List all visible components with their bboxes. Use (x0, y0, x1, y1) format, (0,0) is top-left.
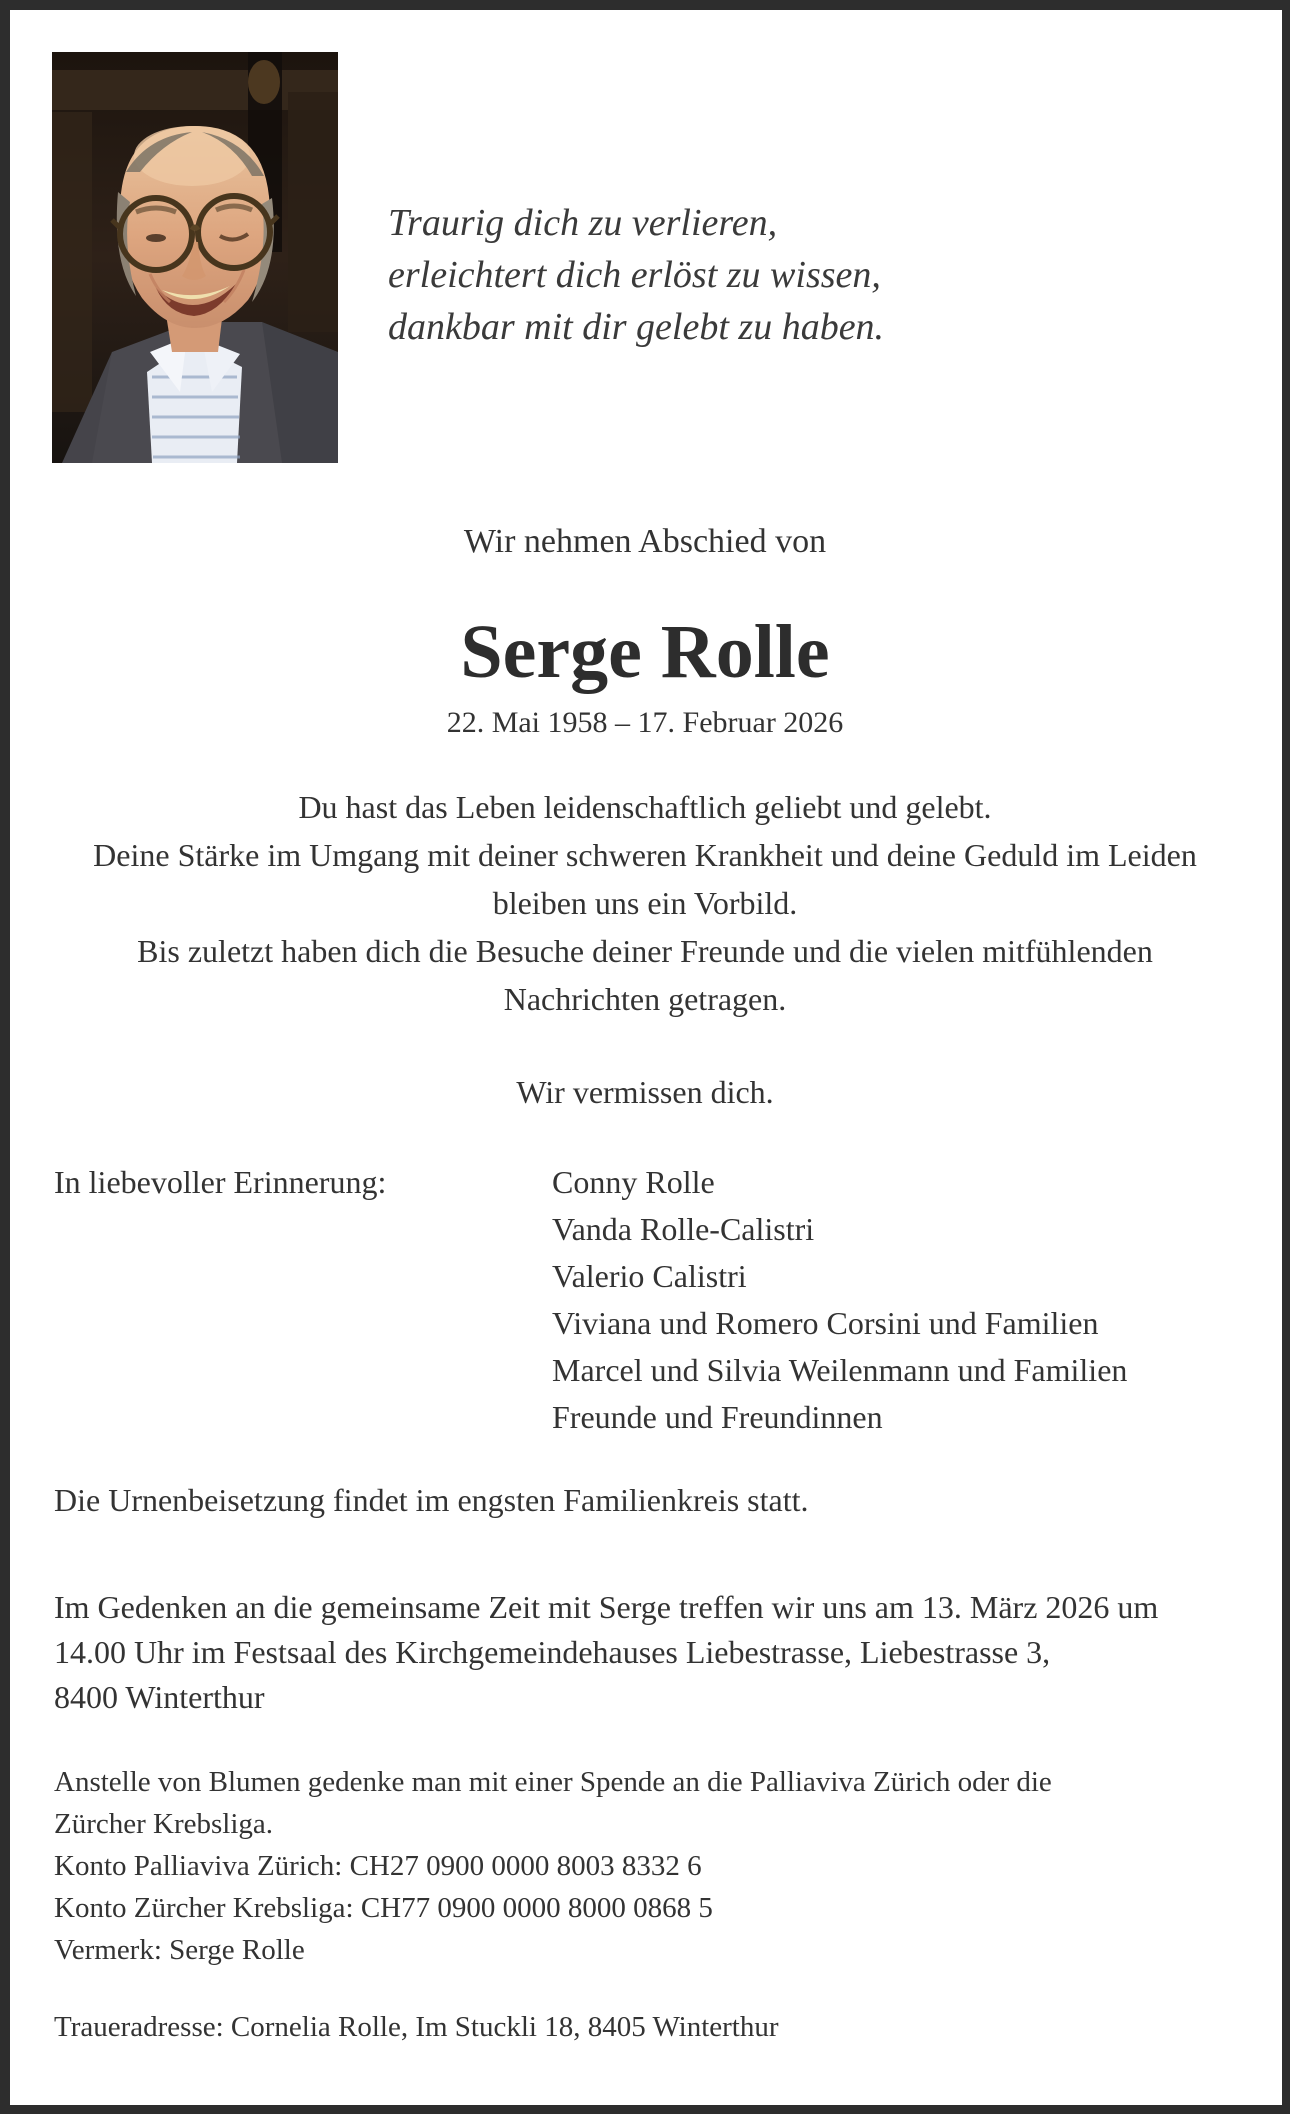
remembrance-name: Conny Rolle (552, 1164, 715, 1200)
epigraph (388, 197, 884, 353)
life-dates: 22. Mai 1958 – 17. Februar 2026 (446, 706, 844, 739)
epigraph-line: erleichtert dich erlöst zu wissen, (388, 254, 881, 296)
portrait-photo (52, 52, 338, 463)
remembrance-name: Marcel und Silvia Weilenmann und Familien (552, 1352, 1128, 1388)
remembrance-name: Viviana und Romero Corsini und Familien (552, 1305, 1099, 1341)
intro-line: Wir nehmen Abschied von (463, 523, 827, 560)
donations-paragraph (54, 1761, 1052, 1971)
epigraph-line: dankbar mit dir gelebt zu haben. (388, 306, 885, 348)
deceased-name: Serge Rolle (460, 610, 830, 694)
tribute-paragraph (0, 783, 1290, 1023)
remembrance-names (552, 1159, 1127, 1441)
missing-line: Wir vermissen dich. (516, 1074, 774, 1110)
tribute-line: Du hast das Leben leidenschaftlich geliebt und gelebt. (298, 789, 992, 825)
remembrance-name: Valerio Calistri (552, 1258, 747, 1294)
memorial-paragraph (54, 1585, 1158, 1720)
mourning-address-line: Traueradresse: Cornelia Rolle, Im Stuckli 18, 8405 Winterthur (54, 2011, 779, 2043)
portrait-illustration (52, 52, 338, 463)
donations-line: Anstelle von Blumen gedenke man mit einer Spende an die Palliaviva Zürich oder die (54, 1766, 1052, 1798)
remembrance-name: Vanda Rolle-Calistri (552, 1211, 815, 1247)
tribute-line: Nachrichten getragen. (503, 981, 787, 1017)
donations-line: Vermerk: Serge Rolle (54, 1934, 305, 1966)
donations-line: Zürcher Krebsliga. (54, 1808, 274, 1840)
burial-line: Die Urnenbeisetzung findet im engsten Familienkreis statt. (54, 1482, 809, 1518)
donations-line: Konto Palliaviva Zürich: CH27 0900 0000 8003 8332 6 (54, 1850, 702, 1882)
remembrance-label: In liebevoller Erinnerung: (54, 1164, 387, 1200)
tribute-line: Bis zuletzt haben dich die Besuche deiner Freunde und die vielen mitfühlenden (137, 933, 1153, 969)
tribute-line: bleiben uns ein Vorbild. (492, 885, 798, 921)
memorial-line: 8400 Winterthur (54, 1679, 265, 1715)
remembrance-name: Freunde und Freundinnen (552, 1399, 883, 1435)
memorial-line: Im Gedenken an die gemeinsame Zeit mit Serge treffen wir uns am 13. März 2026 um (54, 1589, 1159, 1625)
memorial-line: 14.00 Uhr im Festsaal des Kirchgemeindehauses Liebestrasse, Liebestrasse 3, (54, 1634, 1051, 1670)
epigraph-line: Traurig dich zu verlieren, (388, 202, 778, 244)
donations-line: Konto Zürcher Krebsliga: CH77 0900 0000 8000 0868 5 (54, 1892, 713, 1924)
tribute-line: Deine Stärke im Umgang mit deiner schweren Krankheit und deine Geduld im Leiden (93, 837, 1197, 873)
